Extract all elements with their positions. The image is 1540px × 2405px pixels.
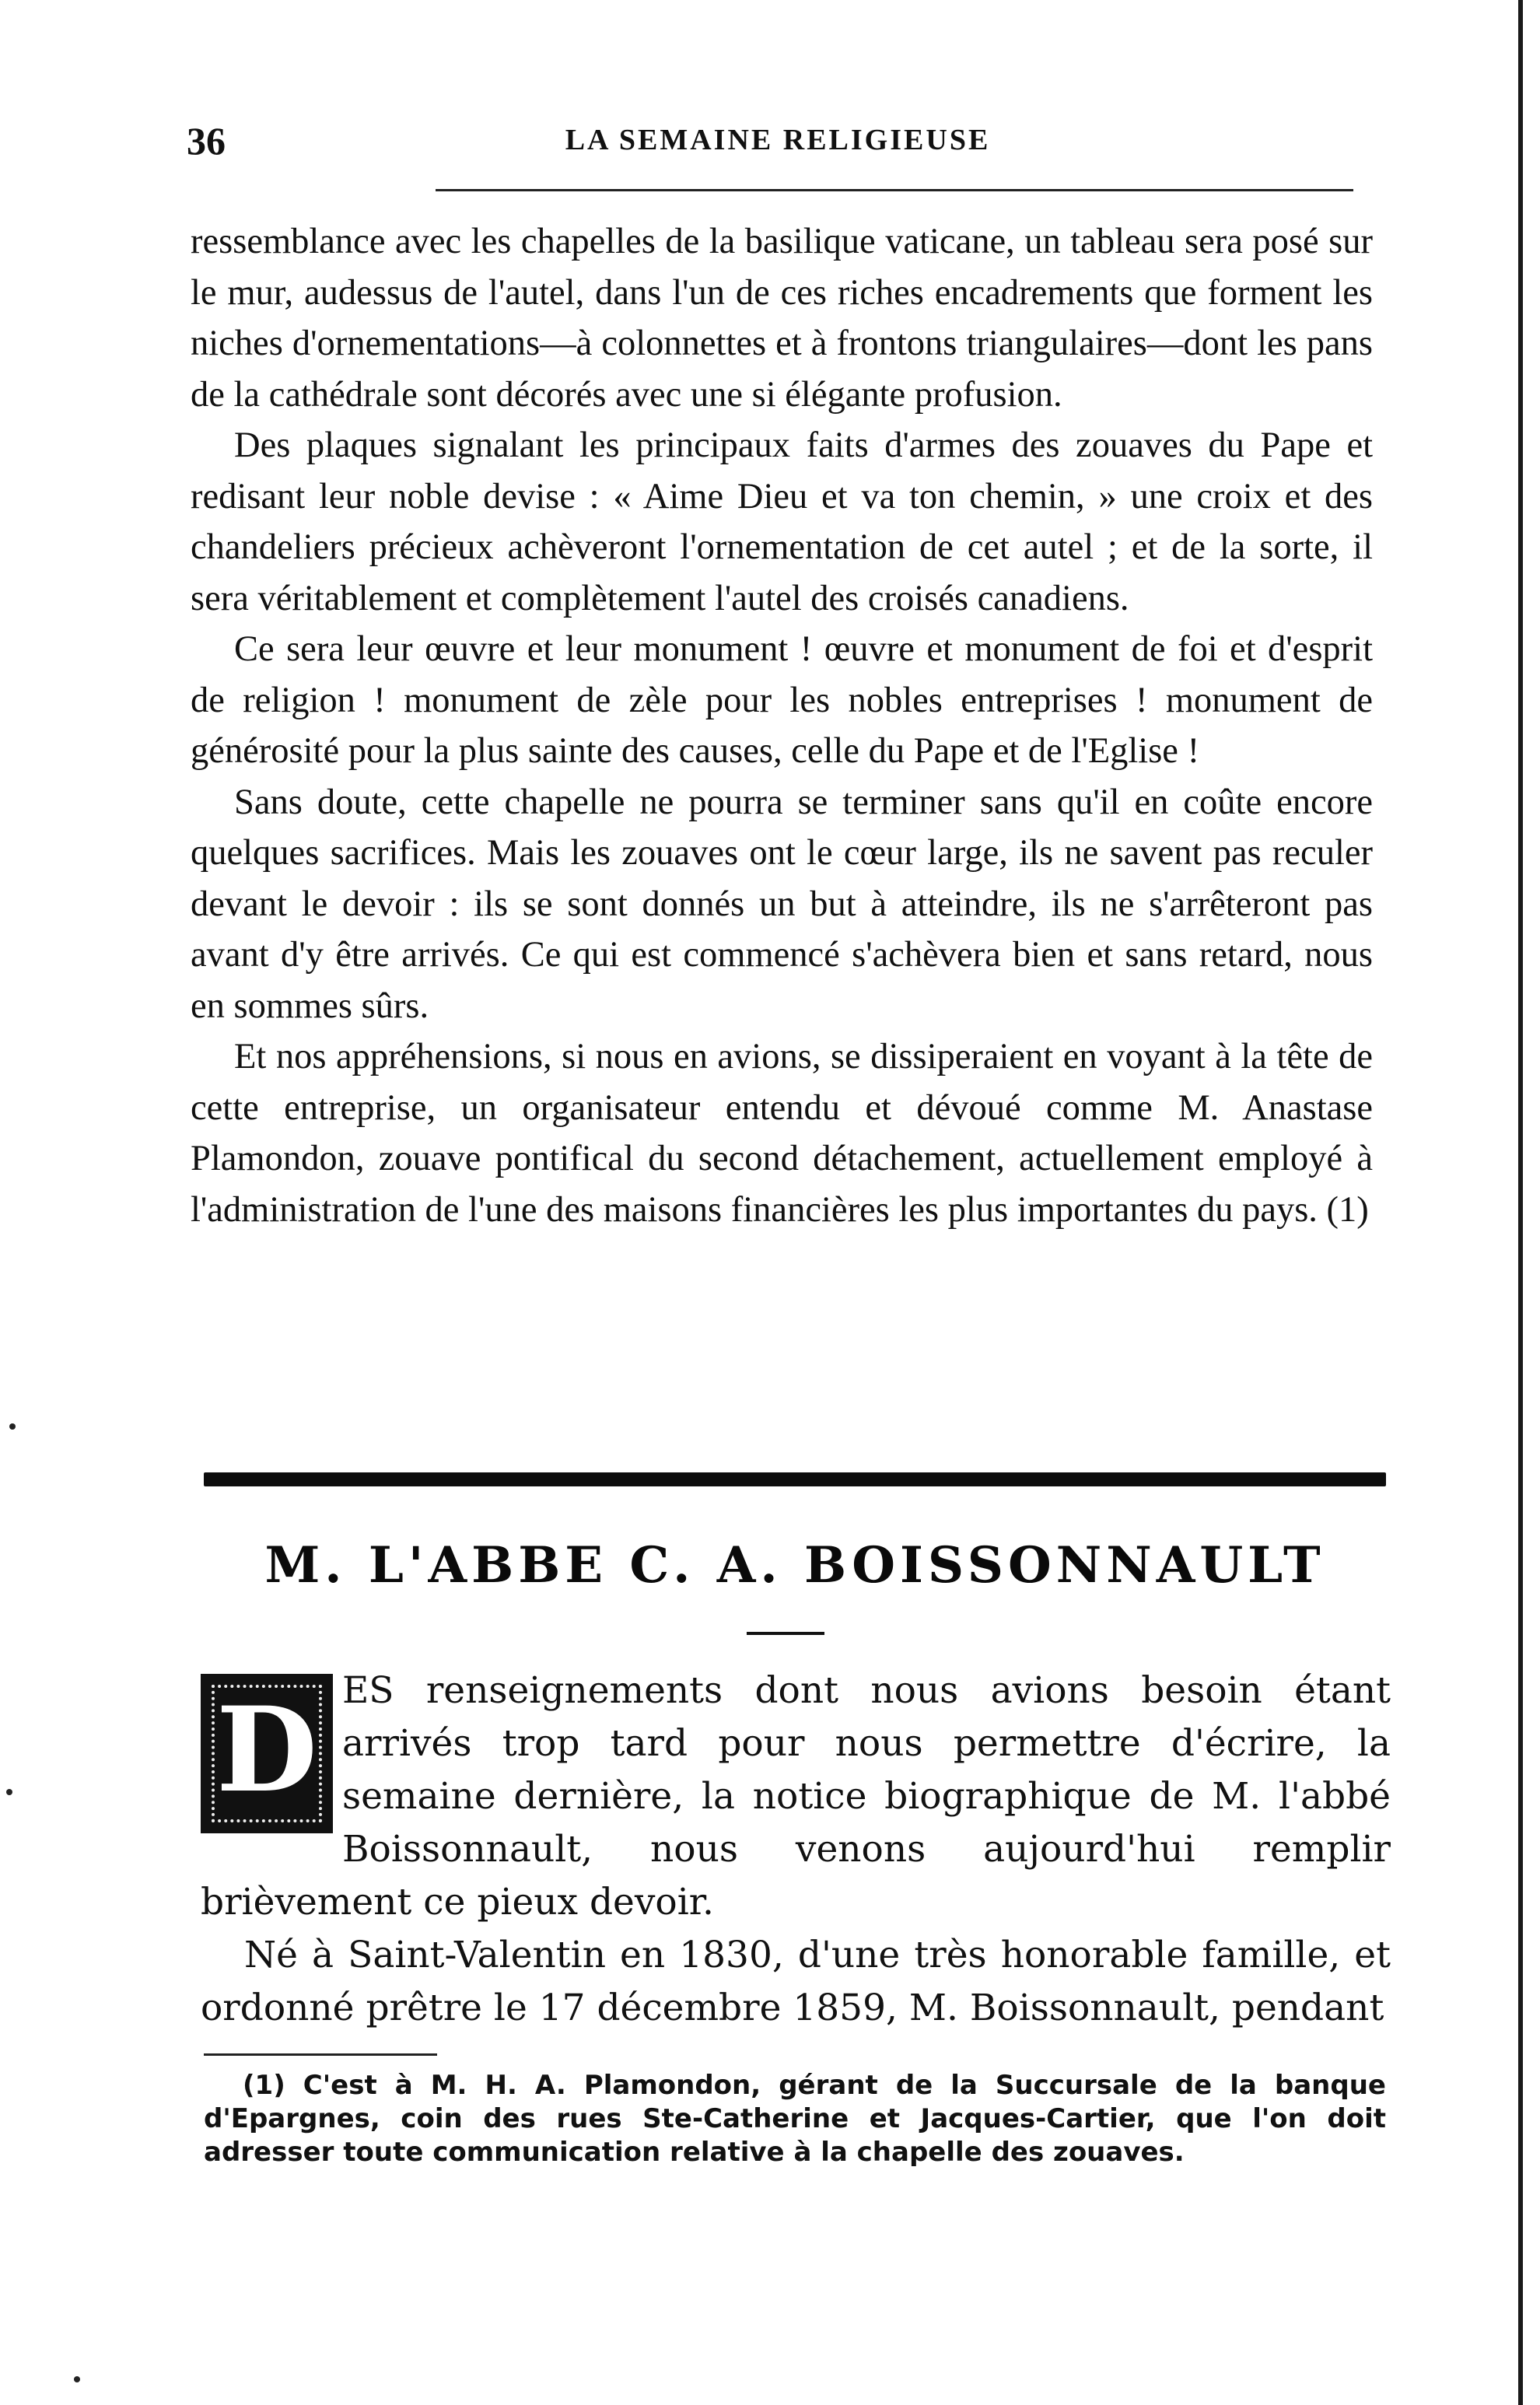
section-divider	[204, 1472, 1386, 1486]
drop-cap-letter: D	[215, 1682, 318, 1819]
scan-speck	[9, 1423, 16, 1430]
article-heading: M. L'ABBE C. A. BOISSONNAULT	[264, 1536, 1325, 1595]
scan-speck	[74, 2376, 80, 2382]
footnote	[204, 2069, 1386, 2169]
article-paragraph	[201, 1665, 1391, 1929]
article-body	[201, 1665, 1391, 2035]
page-number: 36	[187, 119, 226, 163]
page-edge-shadow	[1518, 0, 1523, 2405]
article-paragraph: Né à Saint-Valentin en 1830, d'une très honorable famille, et ordonné prêtre le 17 décembre 1859, M. Boissonnault, pendant	[201, 1934, 1391, 2029]
body-text	[191, 216, 1373, 1235]
heading-rule	[747, 1632, 824, 1635]
footnote-text: (1) C'est à M. H. A. Plamondon, gérant de la Succursale de la banque d'Epargnes, coin des rues Ste-Catherine et Jacques-Cartier, que l'on doit adresser toute communication relative à la chapelle des zouaves.	[204, 2070, 1386, 2168]
drop-cap	[201, 1674, 333, 1833]
scan-speck	[6, 1789, 12, 1795]
paragraph: Des plaques signalant les principaux faits d'armes des zouaves du Pape et redisant leur noble devise : « Aime Dieu et va ton chemin, » une croix et des chandeliers précieux achèveront l'ornementation de cet autel ; et de la sorte, il sera véritablement et complètement l'autel des croisés canadiens.	[191, 425, 1373, 618]
footnote-rule	[204, 2053, 437, 2056]
header-rule	[436, 189, 1353, 191]
running-title: LA SEMAINE RELIGIEUSE	[565, 124, 991, 156]
paragraph: ressemblance avec les chapelles de la basilique vaticane, un tableau sera posé sur le mur, audessus de l'autel, dans l'un de ces riches encadrements que forment les niches d'ornementations—à colonnettes et à frontons triangulaires—dont les pans de la cathédrale sont décorés avec une si élégante profusion.	[191, 222, 1373, 415]
page-header	[187, 117, 1369, 163]
paragraph: Sans doute, cette chapelle ne pourra se terminer sans qu'il en coûte encore quelques sacrifices. Mais les zouaves ont le cœur large, ils ne savent pas reculer devant le devoir : ils se sont donnés un but à atteindre, ils ne s'arrêteront pas avant d'y être arrivés. Ce qui est commencé s'achèvera bien et sans retard, nous en sommes sûrs.	[191, 782, 1373, 1026]
paragraph: Ce sera leur œuvre et leur monument ! œuvre et monument de foi et d'esprit de religion ! monument de zèle pour les nobles entreprises ! monument de générosité pour la plus sainte des causes, celle du Pape et de l'Eglise !	[191, 629, 1373, 771]
paragraph: Et nos appréhensions, si nous en avions, se dissiperaient en voyant à la tête de cette entreprise, un organisateur entendu et dévoué comme M. Anastase Plamondon, zouave pontifical du second détachement, actuellement employé à l'administration de l'une des maisons financières les plus importantes du pays. (1)	[191, 1037, 1373, 1230]
article-paragraph-text: ES renseignements dont nous avions besoin étant arrivés trop tard pour nous permettre d'écrire, la semaine dernière, la notice biographique de M. l'abbé Boissonnault, nous venons aujourd'hui remplir brièvement ce pieux devoir.	[201, 1669, 1391, 1924]
